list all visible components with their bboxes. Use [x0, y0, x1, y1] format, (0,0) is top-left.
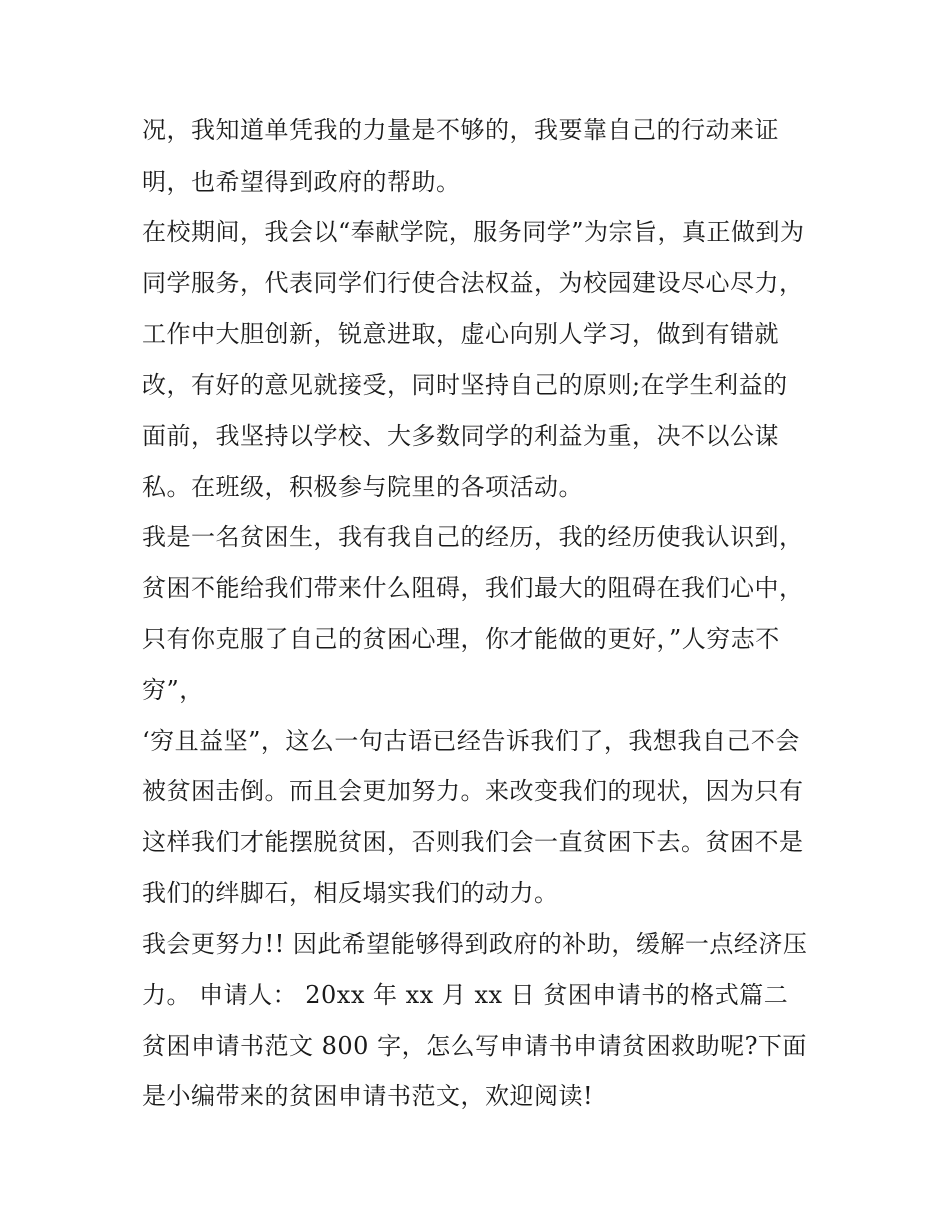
text-line: ‘穷且益坚”，这么一句古语已经告诉我们了，我想我自己不会	[142, 727, 800, 755]
text-line: 工作中大胆创新，锐意进取，虚心向别人学习，做到有错就	[142, 320, 779, 348]
text-line: 我是一名贫困生，我有我自己的经历，我的经历使我认识到，	[142, 523, 804, 551]
text-line: 力。 申请人： 20xx 年 xx 月 xx 日 贫困申请书的格式篇二	[142, 981, 789, 1009]
text-line: 被贫困击倒。而且会更加努力。来改变我们的现状，因为只有	[142, 777, 804, 805]
text-line: 只有你克服了自己的贫困心理，你才能做的更好，”人穷志不	[142, 625, 780, 653]
text-line: 穷”，	[142, 676, 204, 704]
text-line: 贫困不能给我们带来什么阻碍，我们最大的阻碍在我们心中，	[142, 574, 804, 602]
text-line: 况，我知道单凭我的力量是不够的，我要靠自己的行动来证	[142, 116, 779, 144]
text-line: 面前，我坚持以学校、大多数同学的利益为重，决不以公谋	[142, 422, 779, 450]
text-line: 在校期间，我会以“奉献学院，服务同学”为宗旨，真正做到为	[142, 218, 805, 246]
text-line: 这样我们才能摆脱贫困，否则我们会一直贫困下去。贫困不是	[142, 828, 804, 856]
text-line: 改，有好的意见就接受，同时坚持自己的原则;在学生利益的	[142, 371, 788, 399]
text-line: 私。在班级，积极参与院里的各项活动。	[142, 473, 583, 501]
text-line: 明，也希望得到政府的帮助。	[142, 168, 461, 196]
text-line: 我们的绊脚石，相反塌实我们的动力。	[142, 879, 559, 907]
text-line: 是小编带来的贫困申请书范文，欢迎阅读!	[142, 1082, 594, 1110]
text-line: 贫困申请书范文 800 字，怎么写申请书申请贫困救助呢?下面	[142, 1032, 807, 1060]
text-line: 我会更努力!! 因此希望能够得到政府的补助，缓解一点经济压	[142, 930, 808, 958]
text-line: 同学服务，代表同学们行使合法权益，为校园建设尽心尽力，	[142, 269, 804, 297]
